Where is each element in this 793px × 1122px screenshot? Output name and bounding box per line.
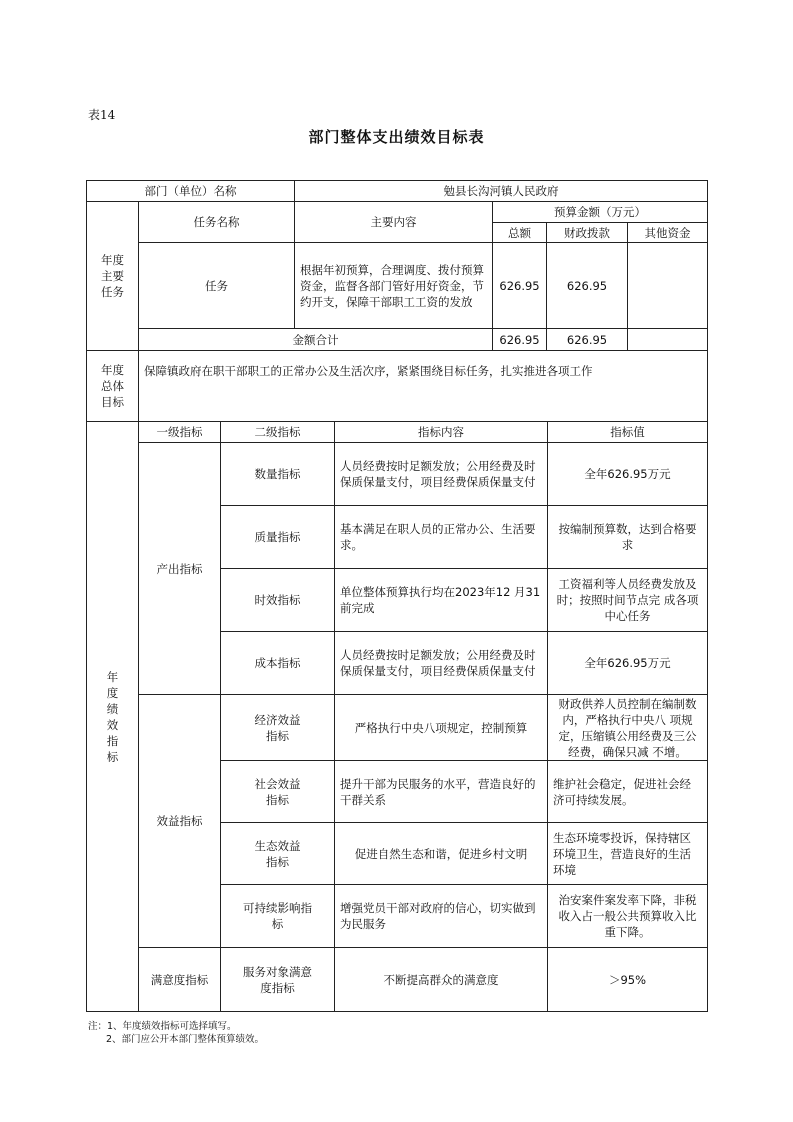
- footnote-2: 2、部门应公开本部门整体预算绩效。: [106, 1034, 265, 1045]
- service-satisfaction-name: 服务对象满意度指标: [220, 947, 335, 1012]
- level2-header: 二级指标: [220, 421, 335, 443]
- sum-label-cell: 金额合计: [138, 328, 493, 351]
- task-content-cell: 根据年初预算，合理调度、拨付预算资金，监督各部门管好用好资金，节约开支，保障干部职工工资的发放: [294, 242, 493, 329]
- unit-name-value: 勉县长沟河镇人民政府: [294, 180, 708, 202]
- quantity-indicator-content: 人员经费按时足额发放；公用经费及时保质保量支付，项目经费保质保量支付: [334, 442, 548, 506]
- economic-benefit-value: 财政供养人员控制在编制数内，严格执行中央八 项规定，压缩镇公用经费及三公经费，确保只减 不增。: [547, 694, 708, 761]
- page-title: 部门整体支出绩效目标表: [308, 128, 485, 146]
- task-other-cell: [627, 242, 708, 329]
- budget-amount-header: 预算金额（万元）: [492, 201, 708, 223]
- indicator-content-header: 指标内容: [334, 421, 548, 443]
- footnotes: [88, 1020, 264, 1046]
- cost-indicator-value: 全年626.95万元: [547, 631, 708, 695]
- cost-indicator-content: 人员经费按时足额发放；公用经费及时保质保量支付，项目经费保质保量支付: [334, 631, 548, 695]
- quantity-indicator-value: 全年626.95万元: [547, 442, 708, 506]
- service-satisfaction-value: ＞95%: [547, 947, 708, 1012]
- social-benefit-name: 社会效益指标: [220, 760, 335, 823]
- ecological-benefit-value: 生态环境零投诉，保持辖区环境卫生，营造良好的生活环境: [547, 822, 708, 885]
- timeliness-indicator-value: 工资福利等人员经费发放及时；按照时间节点完 成各项中心任务: [547, 568, 708, 632]
- timeliness-indicator-content: 单位整体预算执行均在2023年12 月31前完成: [334, 568, 548, 632]
- economic-benefit-content: 严格执行中央八项规定，控制预算: [334, 694, 548, 761]
- annual-goal-label: 年度总体目标: [86, 350, 139, 422]
- social-benefit-value: 维护社会稳定，促进社会经济可持续发展。: [547, 760, 708, 823]
- indicator-value-header: 指标值: [547, 421, 708, 443]
- economic-benefit-name: 经济效益指标: [220, 694, 335, 761]
- output-indicators-label: 产出指标: [138, 442, 221, 695]
- total-header: 总额: [492, 222, 547, 243]
- sum-total-cell: 626.95: [492, 328, 547, 351]
- ecological-benefit-content: 促进自然生态和谐，促进乡村文明: [334, 822, 548, 885]
- main-content-header: 主要内容: [294, 201, 493, 243]
- annual-performance-indicators-label: 年度绩效指标: [86, 421, 139, 1012]
- quality-indicator-name: 质量指标: [220, 505, 335, 569]
- quality-indicator-content: 基本满足在职人员的正常办公、生活要求。: [334, 505, 548, 569]
- footnote-1: 注：1、年度绩效指标可选择填写。: [88, 1021, 237, 1032]
- annual-goal-text: 保障镇政府在职干部职工的正常办公及生活次序，紧紧围绕目标任务，扎实推进各项工作: [138, 350, 708, 422]
- fiscal-allocation-header: 财政拨款: [546, 222, 628, 243]
- other-funds-header: 其他资金: [627, 222, 708, 243]
- satisfaction-indicators-label: 满意度指标: [138, 947, 221, 1012]
- table-number-label: 表14: [88, 108, 116, 122]
- task-name-header: 任务名称: [138, 201, 295, 243]
- level1-header: 一级指标: [138, 421, 221, 443]
- sum-other-cell: [627, 328, 708, 351]
- task-fiscal-cell: 626.95: [546, 242, 628, 329]
- cost-indicator-name: 成本指标: [220, 631, 335, 695]
- task-total-cell: 626.95: [492, 242, 547, 329]
- timeliness-indicator-name: 时效指标: [220, 568, 335, 632]
- sustainable-impact-name: 可持续影响指标: [220, 884, 335, 948]
- unit-name-label: 部门（单位）名称: [86, 180, 295, 202]
- sustainable-impact-content: 增强党员干部对政府的信心，切实做到为民服务: [334, 884, 548, 948]
- benefit-indicators-label: 效益指标: [138, 694, 221, 948]
- quality-indicator-value: 按编制预算数，达到合格要求: [547, 505, 708, 569]
- sum-fiscal-cell: 626.95: [546, 328, 628, 351]
- annual-main-task-label: 年度主要任务: [86, 201, 139, 351]
- task-name-cell: 任务: [138, 242, 295, 329]
- sustainable-impact-value: 治安案件案发率下降，非税收入占一般公共预算收入比重下降。: [547, 884, 708, 948]
- ecological-benefit-name: 生态效益指标: [220, 822, 335, 885]
- social-benefit-content: 提升干部为民服务的水平，营造良好的干群关系: [334, 760, 548, 823]
- service-satisfaction-content: 不断提高群众的满意度: [334, 947, 548, 1012]
- quantity-indicator-name: 数量指标: [220, 442, 335, 506]
